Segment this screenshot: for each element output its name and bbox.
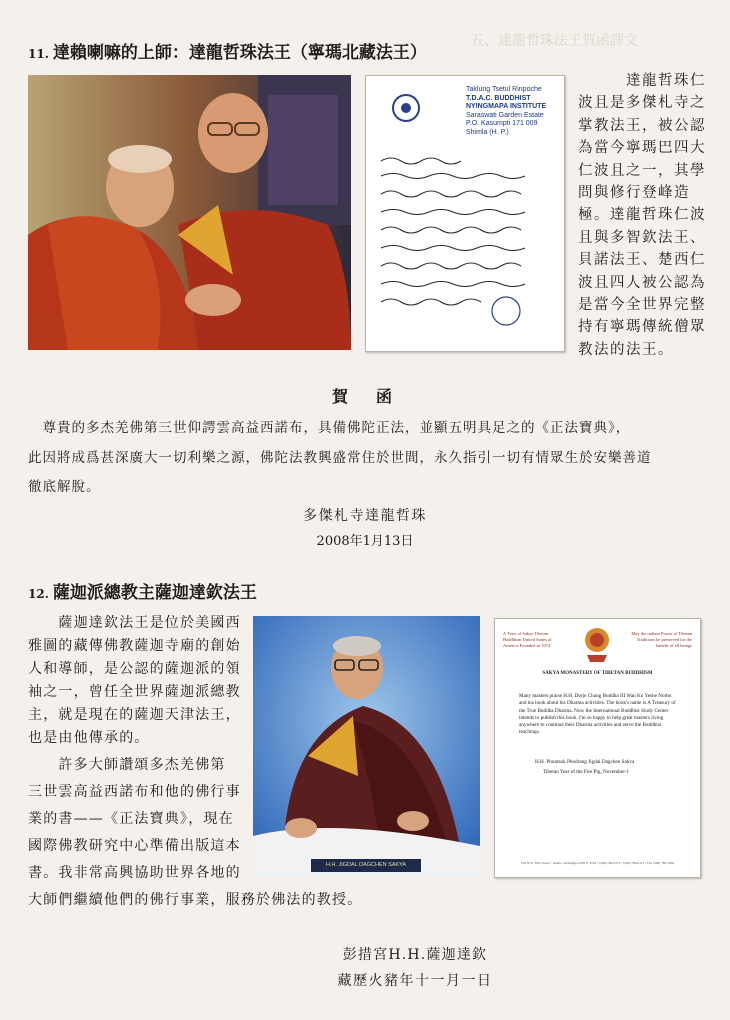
photo-sakya-master xyxy=(253,616,480,876)
section-11-caption xyxy=(578,70,728,361)
section-12-title: 薩迦派總教主薩迦達欽法王 xyxy=(52,583,257,603)
paragraph-line: 書。我非常高興協助世界各地的 xyxy=(28,865,241,881)
section-11-title: 達賴喇嘛的上師：達龍哲珠法王（寧瑪北藏法王） xyxy=(52,43,427,63)
letter-left-head: A Tract of Sakya Tibetan Buddhism United States of America Founded in 1974 xyxy=(503,631,552,648)
paragraph-line: 國際佛教研究中心準備出版這本 xyxy=(28,838,241,854)
letter-date: Tibetan Year of the Fire Pig, November-1 xyxy=(543,769,630,775)
letterhead-line-1: Taklung Tsetul Rinpoche xyxy=(466,86,542,93)
caption-line: 且與多智欽法王、 xyxy=(578,229,706,246)
paragraph-line: 大師們繼續他們的佛行事業，服務於佛法的教授。 xyxy=(28,892,363,908)
paragraph-line: 薩迦達欽法王是位於美國西 xyxy=(28,615,241,631)
caption-line: 問與修行登峰造 xyxy=(578,185,690,202)
paragraph-line: 雅圖的藏傳佛教薩迦寺廟的創始 xyxy=(28,638,241,654)
paragraph-line: 三世雲高益西諾布和他的佛行事 xyxy=(28,784,241,800)
letterhead-line-4: Saraswati Garden Estate xyxy=(466,111,544,119)
caption-line: 達龍哲珠仁 xyxy=(578,73,706,89)
paragraph-line: 人和導師，是公認的薩迦派的領 xyxy=(28,661,241,677)
section-12-number: 12. xyxy=(28,587,49,601)
photo-dalai-lama-and-master xyxy=(28,75,351,350)
paragraph-line: 袖之一，曾任全世界薩迦派總教 xyxy=(28,684,241,700)
section-11-heading xyxy=(28,38,427,63)
photo-plaque-label: H.H. JIGDAL DAGCHEN SAKYA xyxy=(325,862,407,868)
letterhead-line-2: T.D.A.C. BUDDHIST xyxy=(466,94,531,102)
letterhead-line-3: NYINGMAPA INSTITUTE xyxy=(466,103,547,110)
caption-line: 波且四人被公認為 xyxy=(578,274,706,291)
letterhead xyxy=(466,86,546,137)
section-12-heading xyxy=(28,578,257,603)
paragraph-line: 也是由他傳承的。 xyxy=(28,730,150,746)
letter-sakya xyxy=(494,618,701,878)
section-12-date: 藏歷火豬年十一月一日 xyxy=(337,973,493,989)
letter-body: Many masters praise H.H. Dorje Chang Buddha III Wan Ko Yeshe Norbu and his book about his Dharma activities. The book's name is A Treasury of the True Buddha Dharma. Now the International Buddhist Study Center intends to publish this book. I'm so happy to help great masters living anywhere to continue their Dharma activities and serve the Buddhist teachings. xyxy=(519,693,676,736)
section-12-paragraph-1 xyxy=(28,612,253,750)
greeting-body xyxy=(28,414,708,503)
letterhead-line-5: P.O. Kasumpti 171 009 xyxy=(466,120,538,127)
caption-line: 波且是多傑札寺之 xyxy=(578,95,706,112)
letter-right-head: May the radiant Power of Tibetan Traditions be preserved for the benefit of all beings xyxy=(631,631,692,648)
caption-line: 為當今寧瑪巴四大 xyxy=(578,140,706,157)
letter-taklung xyxy=(365,75,565,352)
greeting-title: 賀 函 xyxy=(331,387,398,406)
section-11-number: 11. xyxy=(28,47,49,61)
caption-line: 極。達龍哲珠仁波 xyxy=(578,207,706,224)
caption-line: 持有寧瑪傳統僧眾 xyxy=(578,319,706,336)
sakya-emblem-icon xyxy=(582,625,612,663)
paragraph-line: 主，就是現在的薩迦天津法王， xyxy=(28,707,241,723)
paragraph-line: 許多大師讚頌多杰羌佛第 xyxy=(28,757,226,773)
caption-line: 教法的法王。 xyxy=(578,341,674,358)
greeting-line: 尊貴的多杰羌佛第三世仰諤雲高益西諾布，具備佛陀正法，並顯五明具足之的《正法寶典》， xyxy=(28,420,631,436)
caption-line: 是當今全世界完整 xyxy=(578,297,706,314)
caption-line: 仁波且之一，其學 xyxy=(578,162,706,179)
letter-org: SAKYA MONASTERY OF TIBETAN BUDDHISM xyxy=(542,671,653,676)
greeting-line: 徹底解脫。 xyxy=(28,479,101,495)
caption-line: 掌教法王，被公認 xyxy=(578,117,706,134)
section-11-date: 2008年1月13日 xyxy=(316,534,414,549)
bleed-through-text: 五、達龍哲珠法王賀函譯文 xyxy=(470,33,638,49)
caption-line: 貝諾法王、楚西仁 xyxy=(578,252,706,269)
section-11-signature: 多傑札寺達龍哲珠 xyxy=(303,508,427,524)
letter-signer: H.H. Phuntsok Phodrang Jigdal Dagchen Sakya xyxy=(535,759,635,765)
greeting-line: 此因將成爲甚深廣大一切利樂之源，佛陀法教興盛常住於世間，永久指引一切有情眾生於安樂善道 xyxy=(28,449,652,466)
section-12-signature: 彭措宮H.H.薩迦達欽 xyxy=(342,947,488,963)
letter-footer: 108 N.W. 83rd Street • Seattle, Washington 98117 USA • (206) 789-2573 • (206) 789-6111 • Fax (206) 789-3994 xyxy=(520,861,675,865)
letterhead-line-6: Shimla (H. P.) xyxy=(466,128,509,136)
paragraph-line: 業的書——《正法寶典》，現在 xyxy=(28,811,234,827)
